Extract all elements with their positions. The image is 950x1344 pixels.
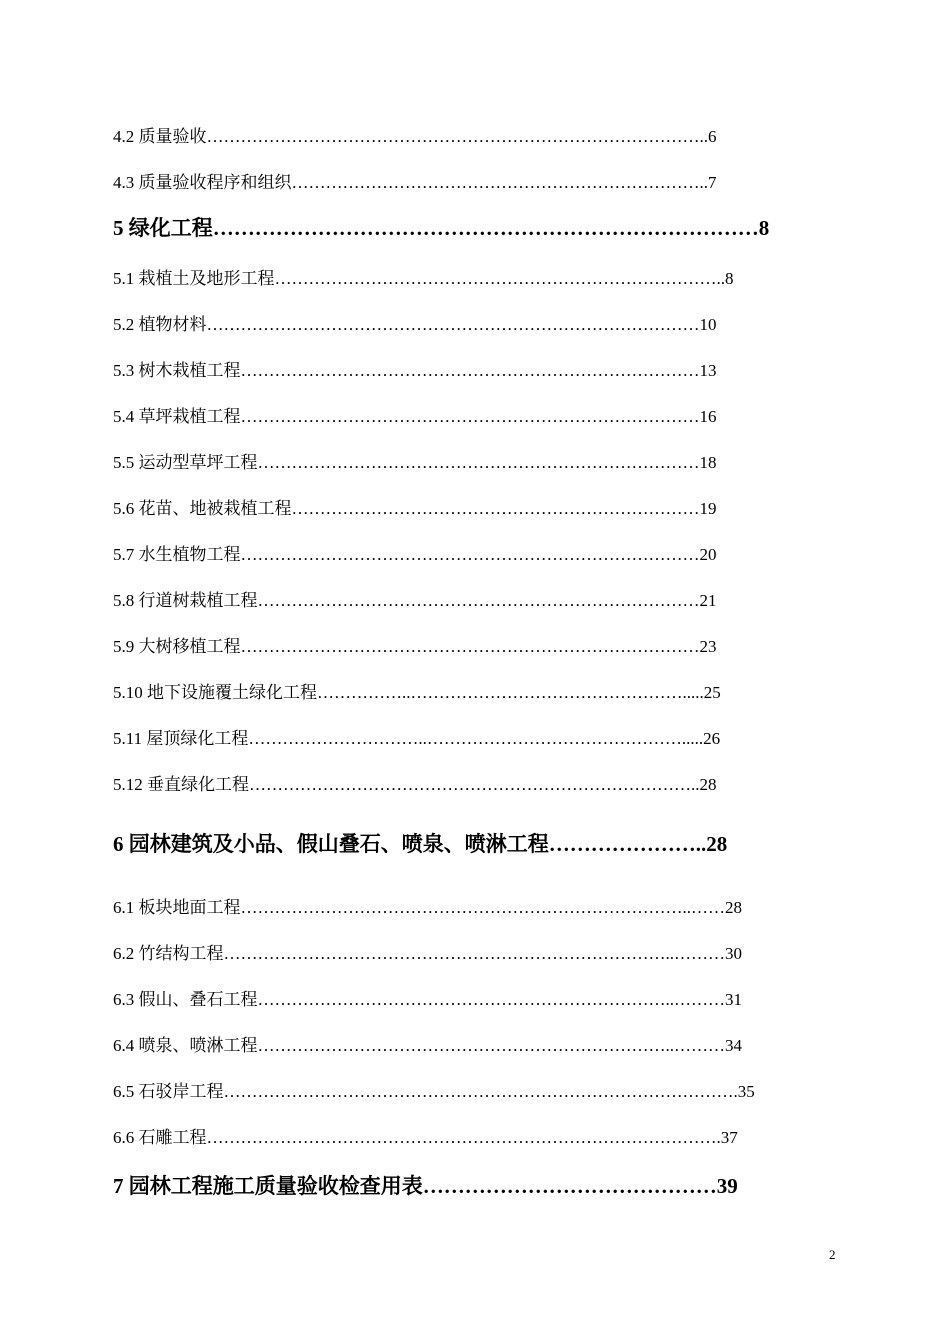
toc-entry-4-2: 4.2 质量验收……………………………………………………………………………..6 <box>113 127 717 146</box>
toc-heading-5: 5 绿化工程……………………………………………………………………8 <box>113 216 770 240</box>
toc-entry-5-1: 5.1 栽植土及地形工程……………………………………………………………………..8 <box>113 269 734 288</box>
toc-entry-4-3: 4.3 质量验收程序和组织………………………………………………………………..7 <box>113 173 717 192</box>
toc-entry-5-6: 5.6 花苗、地被栽植工程………………………………………………………………19 <box>113 499 717 518</box>
toc-entry-5-4: 5.4 草坪栽植工程………………………………………………………………………16 <box>113 407 717 426</box>
toc-heading-7: 7 园林工程施工质量验收检查用表……………………………………39 <box>113 1174 738 1198</box>
toc-entry-5-12: 5.12 垂直绿化工程……………………………………………………………………..28 <box>113 775 717 794</box>
page-number: 2 <box>829 1247 836 1262</box>
toc-entry-5-11: 5.11 屋顶绿化工程…………………………..……………………………………….....26 <box>113 729 721 748</box>
toc-entry-6-6: 6.6 石雕工程……………………………………………………………………………….37 <box>113 1128 738 1147</box>
toc-entry-5-5: 5.5 运动型草坪工程……………………………………………………………………18 <box>113 453 717 472</box>
toc-entry-5-8: 5.8 行道树栽植工程……………………………………………………………………21 <box>113 591 717 610</box>
toc-entry-5-3: 5.3 树木栽植工程………………………………………………………………………13 <box>113 361 717 380</box>
toc-entry-5-2: 5.2 植物材料……………………………………………………………………………10 <box>113 315 717 334</box>
toc-entry-6-1: 6.1 板块地面工程……………………………………………………………………..……28 <box>113 898 742 917</box>
toc-entry-6-2: 6.2 竹结构工程……………………………………………………………………..………30 <box>113 944 742 963</box>
toc-heading-6: 6 园林建筑及小品、假山叠石、喷泉、喷淋工程…………………..28 <box>113 832 728 856</box>
toc-entry-6-5: 6.5 石驳岸工程……………………………………………………………………………….35 <box>113 1082 755 1101</box>
toc-entry-6-4: 6.4 喷泉、喷淋工程………………………………………………………………..………34 <box>113 1036 742 1055</box>
toc-entry-6-3: 6.3 假山、叠石工程………………………………………………………………..………31 <box>113 990 742 1009</box>
toc-entry-5-7: 5.7 水生植物工程………………………………………………………………………20 <box>113 545 717 564</box>
toc-entry-5-9: 5.9 大树移植工程………………………………………………………………………23 <box>113 637 717 656</box>
toc-entry-5-10: 5.10 地下设施覆土绿化工程……………..………………………………………….....25 <box>113 683 721 702</box>
